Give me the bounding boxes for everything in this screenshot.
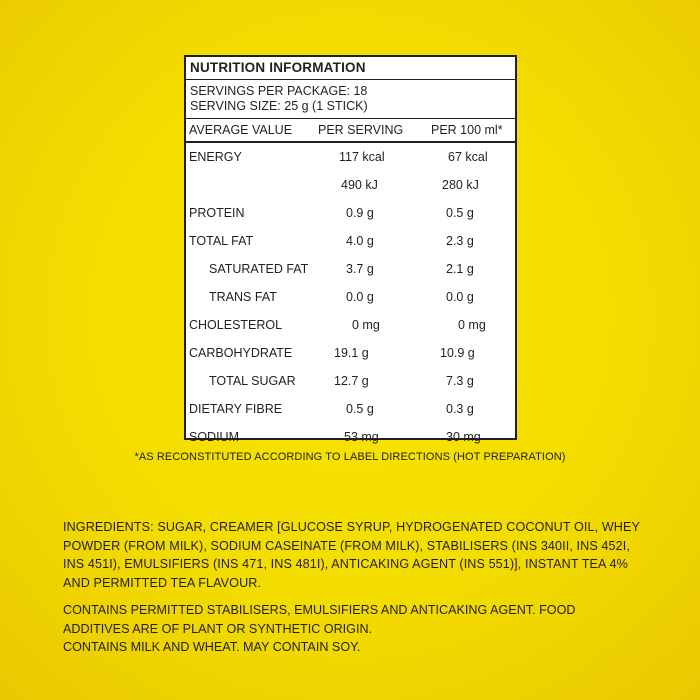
row-per-100: 2.1 g bbox=[446, 262, 474, 276]
row-per-100: 0.5 g bbox=[446, 206, 474, 220]
contains-block bbox=[63, 601, 643, 657]
row-label: TOTAL FAT bbox=[189, 234, 254, 248]
row-carbohydrate bbox=[186, 339, 515, 367]
reconstitution-footnote: *AS RECONSTITUTED ACCORDING TO LABEL DIRECTIONS (HOT PREPARATION) bbox=[134, 451, 566, 463]
row-per-serving: 490 kJ bbox=[341, 178, 378, 192]
row-per-serving: 19.1 g bbox=[334, 346, 369, 360]
row-label: TOTAL SUGAR bbox=[209, 374, 296, 388]
row-per-serving: 53 mg bbox=[344, 430, 379, 444]
nutrient-rows bbox=[186, 143, 515, 451]
column-header-row bbox=[186, 119, 515, 143]
row-sodium bbox=[186, 423, 515, 451]
header-average-value: AVERAGE VALUE bbox=[189, 123, 293, 137]
servings-per-package: SERVINGS PER PACKAGE: 18 bbox=[190, 84, 368, 98]
serving-size: SERVING SIZE: 25 g (1 STICK) bbox=[190, 99, 368, 113]
row-total-sugar bbox=[186, 367, 515, 395]
row-per-100: 280 kJ bbox=[442, 178, 479, 192]
row-dietary-fibre bbox=[186, 395, 515, 423]
header-per-serving: PER SERVING bbox=[318, 123, 404, 137]
row-label: ENERGY bbox=[189, 150, 242, 164]
row-per-100: 7.3 g bbox=[446, 374, 474, 388]
row-energy-kcal bbox=[186, 143, 515, 171]
row-cholesterol bbox=[186, 311, 515, 339]
row-per-100: 0.0 g bbox=[446, 290, 474, 304]
header-per-100ml: PER 100 ml* bbox=[431, 123, 503, 137]
row-per-serving: 12.7 g bbox=[334, 374, 369, 388]
additives-note: CONTAINS PERMITTED STABILISERS, EMULSIFIERS AND ANTICAKING AGENT. FOOD ADDITIVES ARE OF PLANT OR SYNTHETIC ORIGIN. bbox=[63, 603, 576, 636]
row-label: CARBOHYDRATE bbox=[189, 346, 293, 360]
row-trans-fat bbox=[186, 283, 515, 311]
row-label: PROTEIN bbox=[189, 206, 245, 220]
allergen-note: CONTAINS MILK AND WHEAT. MAY CONTAIN SOY. bbox=[63, 640, 361, 654]
panel-title: NUTRITION INFORMATION bbox=[186, 57, 515, 80]
row-label: SATURATED FAT bbox=[209, 262, 309, 276]
row-per-serving: 4.0 g bbox=[346, 234, 374, 248]
row-per-serving: 117 kcal bbox=[339, 150, 385, 164]
row-per-100: 10.9 g bbox=[440, 346, 475, 360]
row-label: DIETARY FIBRE bbox=[189, 402, 283, 416]
row-per-serving: 0.9 g bbox=[346, 206, 374, 220]
row-per-100: 0 mg bbox=[458, 318, 486, 332]
row-per-100: 0.3 g bbox=[446, 402, 474, 416]
row-energy-kj bbox=[186, 171, 515, 199]
row-protein bbox=[186, 199, 515, 227]
row-per-serving: 0.5 g bbox=[346, 402, 374, 416]
row-per-serving: 0.0 g bbox=[346, 290, 374, 304]
row-label: TRANS FAT bbox=[209, 290, 277, 304]
row-per-serving: 3.7 g bbox=[346, 262, 374, 276]
row-per-100: 30 mg bbox=[446, 430, 481, 444]
row-per-serving: 0 mg bbox=[352, 318, 380, 332]
servings-block bbox=[186, 80, 515, 119]
row-label: CHOLESTEROL bbox=[189, 318, 283, 332]
row-label: SODIUM bbox=[189, 430, 239, 444]
nutrition-panel bbox=[184, 55, 517, 444]
row-per-100: 2.3 g bbox=[446, 234, 474, 248]
row-saturated-fat bbox=[186, 255, 515, 283]
row-total-fat bbox=[186, 227, 515, 255]
ingredients-text: INGREDIENTS: SUGAR, CREAMER [GLUCOSE SYRUP, HYDROGENATED COCONUT OIL, WHEY POWDER (FROM MILK), SODIUM CASEINATE (FROM MILK), STABILISERS (INS 340II, INS 452I, INS 451I), EMULSIFIERS (INS 471, INS 481I), ANTICAKING AGENT (INS 551)], INSTANT TEA 4% AND PERMITTED TEA FLAVOUR. bbox=[63, 520, 640, 590]
row-per-100: 67 kcal bbox=[448, 150, 488, 164]
